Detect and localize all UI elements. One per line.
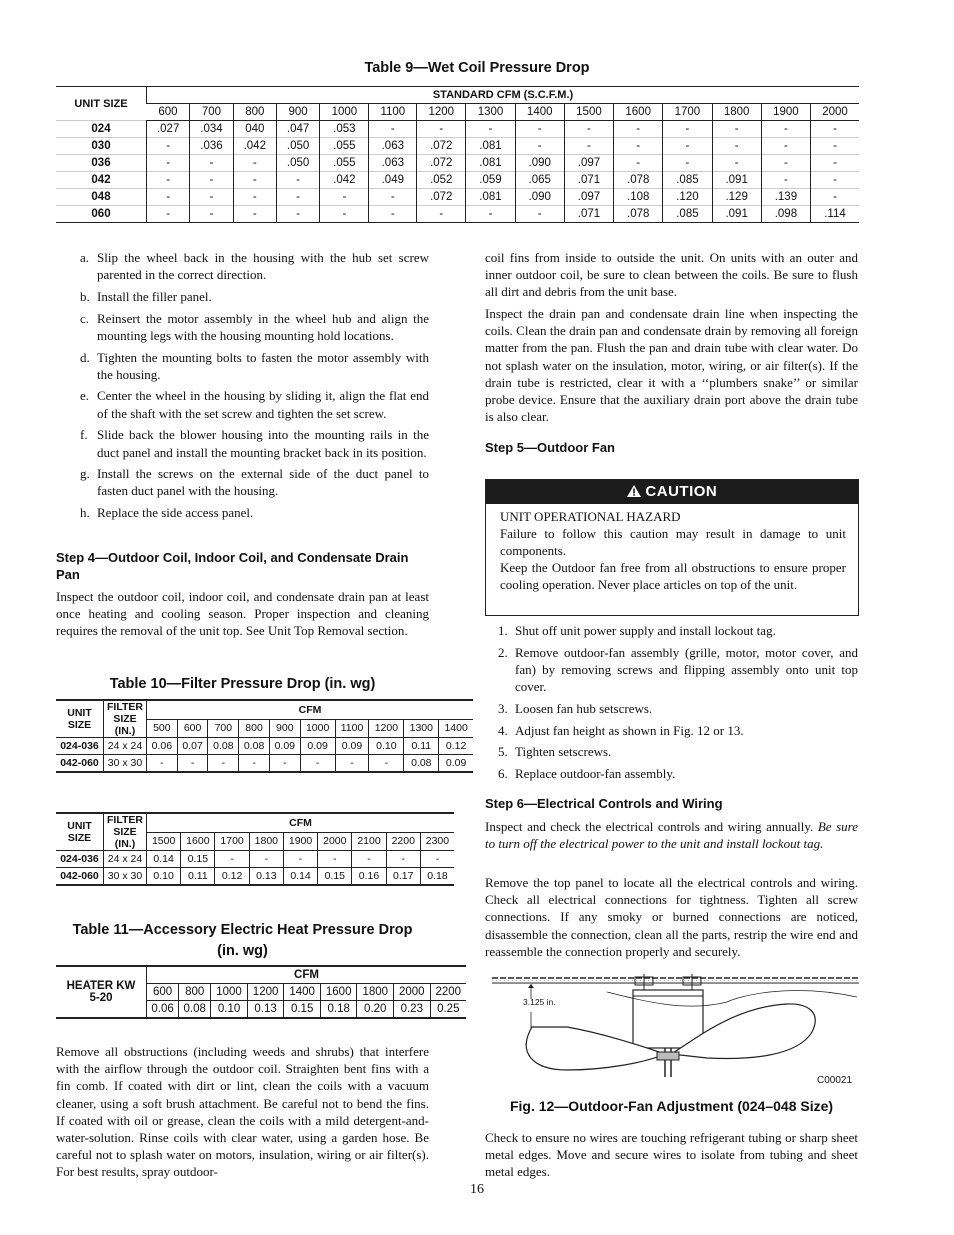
value-cell: 0.11 (404, 738, 439, 755)
cfm-column-header: 1400 (284, 984, 321, 1001)
value-cell: - (811, 155, 859, 172)
unit-size-cell: 024-036 (56, 851, 104, 868)
caution-line2: Keep the Outdoor fan free from all obstructions to ensure proper cooling operation. Never place articles on top of the unit. (500, 560, 846, 592)
step5-heading: Step 5—Outdoor Fan (485, 440, 615, 455)
list-text: Slide back the blower housing into the mounting rails in the duct panel and install the mounting bracket back in its position. (97, 427, 429, 460)
list-item (56, 249, 429, 283)
cfm-column-header: 700 (208, 719, 239, 737)
value-cell: .050 (276, 155, 319, 172)
list-label: 4. (498, 722, 508, 738)
caution-title: CAUTION (645, 483, 718, 500)
value-cell: .090 (515, 189, 564, 206)
value-cell: .052 (417, 172, 466, 189)
list-label: 1. (498, 623, 508, 638)
value-cell: - (417, 121, 466, 138)
cfm-column-header: 1000 (300, 719, 335, 737)
value-cell: - (320, 189, 369, 206)
value-cell: - (811, 138, 859, 155)
value-cell: .072 (417, 155, 466, 172)
figure12 (487, 972, 860, 1092)
table-row (56, 121, 859, 138)
value-cell: .098 (761, 206, 810, 223)
value-cell: - (276, 172, 319, 189)
value-cell: .072 (417, 138, 466, 155)
list-label: b. (80, 288, 90, 304)
table-row (56, 172, 859, 189)
list-item (492, 743, 858, 760)
value-cell: - (276, 206, 319, 223)
cfm-column-header: 1800 (357, 984, 394, 1001)
cfm-column-header: 1800 (712, 104, 761, 121)
value-cell: 0.08 (208, 738, 239, 755)
value-cell: - (466, 206, 515, 223)
value-cell: .071 (564, 172, 613, 189)
unit-size-cell: 024 (56, 121, 147, 138)
value-cell: - (318, 851, 352, 868)
list-item (492, 644, 858, 696)
table-row (56, 868, 454, 886)
list-item (56, 504, 429, 521)
caution-line1: Failure to follow this caution may result in damage to unit components. (500, 526, 846, 558)
value-cell: 0.15 (284, 1001, 321, 1019)
list-text: Center the wheel in the housing by sliding it, align the flat end of the shaft with the set screw and tighten the set screw. (97, 388, 429, 421)
value-cell: 0.13 (247, 1001, 284, 1019)
cfm-column-header: 1000 (320, 104, 369, 121)
step4-text: Inspect the outdoor coil, indoor coil, and condensate drain pan at least once heating and cooling season. Proper inspection and cleaning requires the removal of the unit top. See Unit Top Removal section. (56, 589, 429, 639)
cfm-column-header: 1600 (614, 104, 663, 121)
cfm-column-header: 1000 (211, 984, 248, 1001)
unit-size-header: UNIT SIZE (56, 700, 104, 738)
cfm-column-header: 1500 (147, 832, 181, 850)
value-cell: 0.06 (147, 738, 178, 755)
value-cell: - (614, 138, 663, 155)
filter-size-header: FILTER SIZE (IN.) (104, 813, 147, 851)
list-item (56, 288, 429, 305)
value-cell: .063 (369, 155, 417, 172)
value-cell: - (283, 851, 317, 868)
list-label: 2. (498, 644, 508, 660)
value-cell: - (147, 206, 190, 223)
header-row (56, 966, 466, 984)
value-cell: - (369, 121, 417, 138)
value-cell: - (239, 755, 270, 773)
list-item (492, 700, 858, 717)
value-cell: - (663, 155, 712, 172)
drain-pan-text: Inspect the drain pan and condensate drain line when inspecting the coils. Clean the drain pan and condensate drain by removing all foreign matter from the pan. Flush the pan and drain tube with clear water. Do not splash water on the insulation, motor, wiring, or air filter(s). If the drain tube is restricted, clear it with a ‘‘plumbers snake’’ or similar probe device. Ensure that the auxiliary drain port above the drain tube is also clear. (485, 306, 858, 425)
list-text: Install the screws on the external side of the duct panel to fasten duct panel with the housing. (97, 466, 429, 499)
cfm-column-header: 1600 (181, 832, 215, 850)
list-item (56, 465, 429, 499)
value-cell: - (147, 155, 190, 172)
value-cell: - (320, 206, 369, 223)
cfm-column-header: 1400 (515, 104, 564, 121)
table-row (56, 755, 473, 773)
list-label: h. (80, 505, 90, 521)
cfm-column-header: 2000 (811, 104, 859, 121)
list-text: Adjust fan height as shown in Fig. 12 or 13. (515, 722, 744, 738)
value-cell: - (335, 755, 369, 773)
value-cell: - (147, 189, 190, 206)
list-label: 6. (498, 765, 508, 781)
value-cell: .055 (320, 155, 369, 172)
table10-part2 (56, 812, 454, 886)
cfm-column-header: 2000 (318, 832, 352, 850)
value-cell: - (190, 172, 233, 189)
value-cell: .081 (466, 138, 515, 155)
value-cell: - (215, 851, 249, 868)
value-cell: .053 (320, 121, 369, 138)
value-cell: - (190, 189, 233, 206)
value-cell: .114 (811, 206, 859, 223)
value-cell: 0.15 (318, 868, 352, 886)
value-cell: - (276, 189, 319, 206)
list-text: Tighten the mounting bolts to fasten the motor assembly with the housing. (97, 349, 429, 382)
step6-para1-italic: Be sure to turn off the electrical power to the unit and install lockout tag. (485, 819, 858, 852)
value-cell: .081 (466, 155, 515, 172)
cfm-column-header: 1900 (283, 832, 317, 850)
table-row (56, 138, 859, 155)
value-cell: 0.12 (439, 738, 473, 755)
value-cell: .042 (320, 172, 369, 189)
value-cell: .065 (515, 172, 564, 189)
step6-para1-normal: Inspect and check the electrical controls and wiring annually. (485, 819, 818, 834)
unit-size-cell: 042-060 (56, 868, 104, 886)
value-cell: - (233, 172, 276, 189)
cfm-column-header: 1700 (215, 832, 249, 850)
fan-adjustment-diagram (487, 972, 860, 1092)
cfm-column-header: 1700 (663, 104, 712, 121)
value-cell: - (233, 189, 276, 206)
value-cell: 0.09 (439, 755, 473, 773)
cfm-column-header: 2300 (420, 832, 454, 850)
step4-heading: Step 4—Outdoor Coil, Indoor Coil, and Condensate Drain Pan (56, 550, 409, 582)
list-item (56, 387, 429, 421)
caution-box (485, 479, 859, 616)
coil-cleaning-text: Remove all obstructions (including weeds and shrubs) that interfere with the airflow through the outdoor coil. Straighten bent fins with a fin comb. If coated with dirt or lint, clean the coils with a vacuum cleaner, using a soft brush attachment. Be careful not to bend the fins. If coated with oil or grease, clean the coils with a mild detergent-and-water-solution. Rinse coils with clear water, using a garden hose. Be careful not to splash water on motors, insulation, wiring or air filter(s). For best results, spray outdoor- (56, 1044, 429, 1180)
value-cell: - (712, 121, 761, 138)
cfm-column-header: 1300 (466, 104, 515, 121)
value-cell: .078 (614, 172, 663, 189)
value-cell: 0.20 (357, 1001, 394, 1019)
value-cell: .049 (369, 172, 417, 189)
list-text: Replace outdoor-fan assembly. (515, 765, 676, 781)
list-label: 3. (498, 700, 508, 716)
cfm-column-header: 900 (269, 719, 300, 737)
value-cell: 0.14 (283, 868, 317, 886)
value-cell: .063 (369, 138, 417, 155)
value-cell: - (761, 172, 810, 189)
value-cell: .027 (147, 121, 190, 138)
value-cell: - (300, 755, 335, 773)
value-cell: - (233, 155, 276, 172)
value-cell: - (369, 189, 417, 206)
list-item (56, 349, 429, 383)
cfm-column-header: 1400 (439, 719, 473, 737)
value-cell: - (515, 138, 564, 155)
cfm-column-header: 900 (276, 104, 319, 121)
filter-size-cell: 30 x 30 (104, 868, 147, 886)
list-text: Loosen fan hub setscrews. (515, 700, 653, 716)
value-cell: 0.10 (211, 1001, 248, 1019)
value-cell: 0.10 (369, 738, 404, 755)
coil-cleaning-continued: coil fins from inside to outside the unit. On units with an outer and inner outdoor coil, be sure to clean between the coils. Be sure to flush all dirt and debris from the unit base. (485, 250, 858, 300)
value-cell: - (564, 121, 613, 138)
value-cell: - (417, 206, 466, 223)
value-cell: 0.09 (269, 738, 300, 755)
list-item (492, 765, 858, 782)
filter-size-cell: 24 x 24 (104, 738, 147, 755)
table10-part1 (56, 699, 473, 773)
heater-kw-header: HEATER KW 5-20 (56, 966, 147, 1018)
cfm-column-header: 700 (190, 104, 233, 121)
unit-size-cell: 060 (56, 206, 147, 223)
table-row (56, 206, 859, 223)
filter-size-cell: 30 x 30 (104, 755, 147, 773)
value-cell: .091 (712, 172, 761, 189)
value-cell: - (663, 138, 712, 155)
value-cell: - (369, 206, 417, 223)
unit-size-cell: 036 (56, 155, 147, 172)
list-label: d. (80, 349, 90, 365)
cfm-column-header: 1600 (320, 984, 357, 1001)
list-item (492, 722, 858, 739)
cfm-header: CFM (147, 700, 474, 719)
value-cell: .129 (712, 189, 761, 206)
cfm-column-header: 1800 (249, 832, 283, 850)
value-cell: .081 (466, 189, 515, 206)
unit-size-cell: 042-060 (56, 755, 104, 773)
cfm-column-header: 800 (179, 984, 211, 1001)
value-cell: .072 (417, 189, 466, 206)
list-text: Slip the wheel back in the housing with the hub set screw parented in the correct direction. (97, 250, 429, 283)
table11 (56, 965, 466, 1019)
list-text: Remove outdoor-fan assembly (grille, motor, motor cover, and fan) by removing screws and flipping assembly onto unit top cover. (515, 644, 858, 695)
step5-list (492, 622, 858, 787)
caution-hazard: UNIT OPERATIONAL HAZARD (500, 509, 681, 524)
step6-para2: Remove the top panel to locate all the electrical controls and wiring. Check all electrical connections for tightness. Tighten all screw connections. If any smoky or burned connections are noticed, disassemble the connection, clean all the parts, restrip the wire end and reassemble the connection properly and securely. (485, 875, 858, 959)
value-cell: .050 (276, 138, 319, 155)
value-cell: - (369, 755, 404, 773)
value-cell: 0.06 (147, 1001, 179, 1019)
unit-size-header: UNIT SIZE (56, 87, 147, 121)
table-row (56, 189, 859, 206)
wiring-check-text: Check to ensure no wires are touching refrigerant tubing or sharp sheet metal edges. Move and secure wires to isolate from tubing and sheet metal edges. (485, 1130, 858, 1180)
figure-code: C00021 (817, 1075, 853, 1086)
cfm-column-header: 800 (233, 104, 276, 121)
value-cell: - (515, 206, 564, 223)
list-label: f. (80, 427, 88, 443)
value-cell: - (208, 755, 239, 773)
value-cell: 0.09 (335, 738, 369, 755)
value-cell: - (147, 755, 178, 773)
value-cell: - (761, 121, 810, 138)
cfm-column-header: 1200 (417, 104, 466, 121)
value-cell: 0.23 (394, 1001, 431, 1019)
value-cell: - (614, 121, 663, 138)
value-cell: 0.10 (147, 868, 181, 886)
header-row (56, 700, 473, 719)
table-row (56, 851, 454, 868)
cfm-header: CFM (147, 966, 467, 984)
table10-title: Table 10—Filter Pressure Drop (in. wg) (109, 676, 376, 692)
value-cell: .047 (276, 121, 319, 138)
cfm-column-header: 600 (147, 984, 179, 1001)
value-cell: .085 (663, 206, 712, 223)
warning-triangle-icon (627, 481, 641, 505)
list-label: a. (80, 250, 90, 265)
table11-title-line1: Table 11—Accessory Electric Heat Pressure Drop (72, 922, 413, 938)
value-cell: - (466, 121, 515, 138)
value-cell: 0.17 (386, 868, 420, 886)
value-cell: .042 (233, 138, 276, 155)
value-cell: .071 (564, 206, 613, 223)
cfm-column-header: 500 (147, 719, 178, 737)
list-label: e. (80, 388, 90, 404)
value-cell: - (761, 155, 810, 172)
filter-size-cell: 24 x 24 (104, 851, 147, 868)
value-cell: - (269, 755, 300, 773)
cfm-column-header: 2000 (394, 984, 431, 1001)
list-item (56, 426, 429, 460)
value-cell: .091 (712, 206, 761, 223)
list-text: Reinsert the motor assembly in the wheel hub and align the mounting legs with the housing mounting hold locations. (97, 310, 429, 343)
header-row (56, 813, 454, 832)
value-cell: 0.16 (352, 868, 386, 886)
value-cell: .097 (564, 155, 613, 172)
value-cell: - (249, 851, 283, 868)
value-cell: - (811, 121, 859, 138)
value-cell: .055 (320, 138, 369, 155)
value-cell: 0.08 (179, 1001, 211, 1019)
unit-size-cell: 030 (56, 138, 147, 155)
table-row (56, 155, 859, 172)
value-cell: 0.18 (320, 1001, 357, 1019)
value-cell: - (190, 206, 233, 223)
unit-size-cell: 042 (56, 172, 147, 189)
cfm-column-header: 1900 (761, 104, 810, 121)
list-text: Shut off unit power supply and install lockout tag. (515, 623, 776, 638)
unit-size-header: UNIT SIZE (56, 813, 104, 851)
cfm-header: CFM (147, 813, 455, 832)
table11-title (56, 920, 429, 962)
value-cell: .078 (614, 206, 663, 223)
cfm-column-header: 600 (177, 719, 208, 737)
table9-title: Table 9—Wet Coil Pressure Drop (364, 60, 590, 76)
cfm-column-header: 2200 (430, 984, 466, 1001)
value-cell: 0.09 (300, 738, 335, 755)
unit-size-cell: 024-036 (56, 738, 104, 755)
list-item (56, 310, 429, 344)
cfm-column-header: 1300 (404, 719, 439, 737)
value-cell: - (352, 851, 386, 868)
value-cell: .108 (614, 189, 663, 206)
value-cell: - (614, 155, 663, 172)
value-cell: 0.13 (249, 868, 283, 886)
value-cell: - (712, 155, 761, 172)
list-label: g. (80, 466, 90, 482)
value-cell: - (177, 755, 208, 773)
value-cell: .139 (761, 189, 810, 206)
value-cell: - (233, 206, 276, 223)
cfm-column-header: 2100 (352, 832, 386, 850)
cfm-column-header: 1200 (369, 719, 404, 737)
value-cell: 0.11 (181, 868, 215, 886)
value-cell: .097 (564, 189, 613, 206)
list-label: 5. (498, 744, 508, 760)
table9 (56, 86, 859, 223)
value-cell: 0.07 (177, 738, 208, 755)
cfm-column-header: 1200 (247, 984, 284, 1001)
value-cell: - (564, 138, 613, 155)
value-cell: 0.15 (181, 851, 215, 868)
list-text: Tighten setscrews. (515, 744, 612, 760)
value-cell: .036 (190, 138, 233, 155)
step6-para1 (485, 818, 858, 852)
value-cell: 0.08 (239, 738, 270, 755)
value-cell: - (811, 172, 859, 189)
value-cell: .059 (466, 172, 515, 189)
value-cell: .034 (190, 121, 233, 138)
value-cell: 0.08 (404, 755, 439, 773)
cfm-column-header: 800 (239, 719, 270, 737)
cfm-column-header: 1100 (335, 719, 369, 737)
value-cell: - (147, 172, 190, 189)
cfm-column-header: 600 (147, 104, 190, 121)
value-cell: - (420, 851, 454, 868)
page-number: 16 (470, 1182, 484, 1197)
list-text: Install the filler panel. (97, 288, 212, 304)
list-label: c. (80, 310, 90, 326)
value-cell: 040 (233, 121, 276, 138)
cfm-column-header: 2200 (386, 832, 420, 850)
value-cell: - (386, 851, 420, 868)
dimension-label: 3.125 in. (523, 997, 556, 1007)
filter-size-header: FILTER SIZE (IN.) (104, 700, 147, 738)
value-cell: .090 (515, 155, 564, 172)
value-cell: - (190, 155, 233, 172)
caution-bar (486, 480, 858, 504)
value-cell: - (811, 189, 859, 206)
list-text: Replace the side access panel. (97, 505, 254, 521)
value-cell: - (761, 138, 810, 155)
value-cell: 0.18 (420, 868, 454, 886)
value-cell: 0.12 (215, 868, 249, 886)
value-cell: 0.14 (147, 851, 181, 868)
step6-heading: Step 6—Electrical Controls and Wiring (485, 796, 723, 811)
figure12-caption: Fig. 12—Outdoor-Fan Adjustment (024–048 Size) (509, 1098, 834, 1114)
value-cell: .120 (663, 189, 712, 206)
cfm-column-header: 1500 (564, 104, 613, 121)
value-cell: - (663, 121, 712, 138)
value-cell: .085 (663, 172, 712, 189)
unit-size-cell: 048 (56, 189, 147, 206)
value-cell: - (515, 121, 564, 138)
value-cell: - (147, 138, 190, 155)
value-cell: - (712, 138, 761, 155)
table-row (56, 738, 473, 755)
blower-steps-list (56, 249, 429, 526)
list-item (492, 622, 858, 639)
cfm-column-header: 1100 (369, 104, 417, 121)
value-cell: 0.25 (430, 1001, 466, 1019)
table11-title-line2: (in. wg) (217, 943, 268, 959)
cfm-header: STANDARD CFM (S.C.F.M.) (147, 87, 860, 104)
